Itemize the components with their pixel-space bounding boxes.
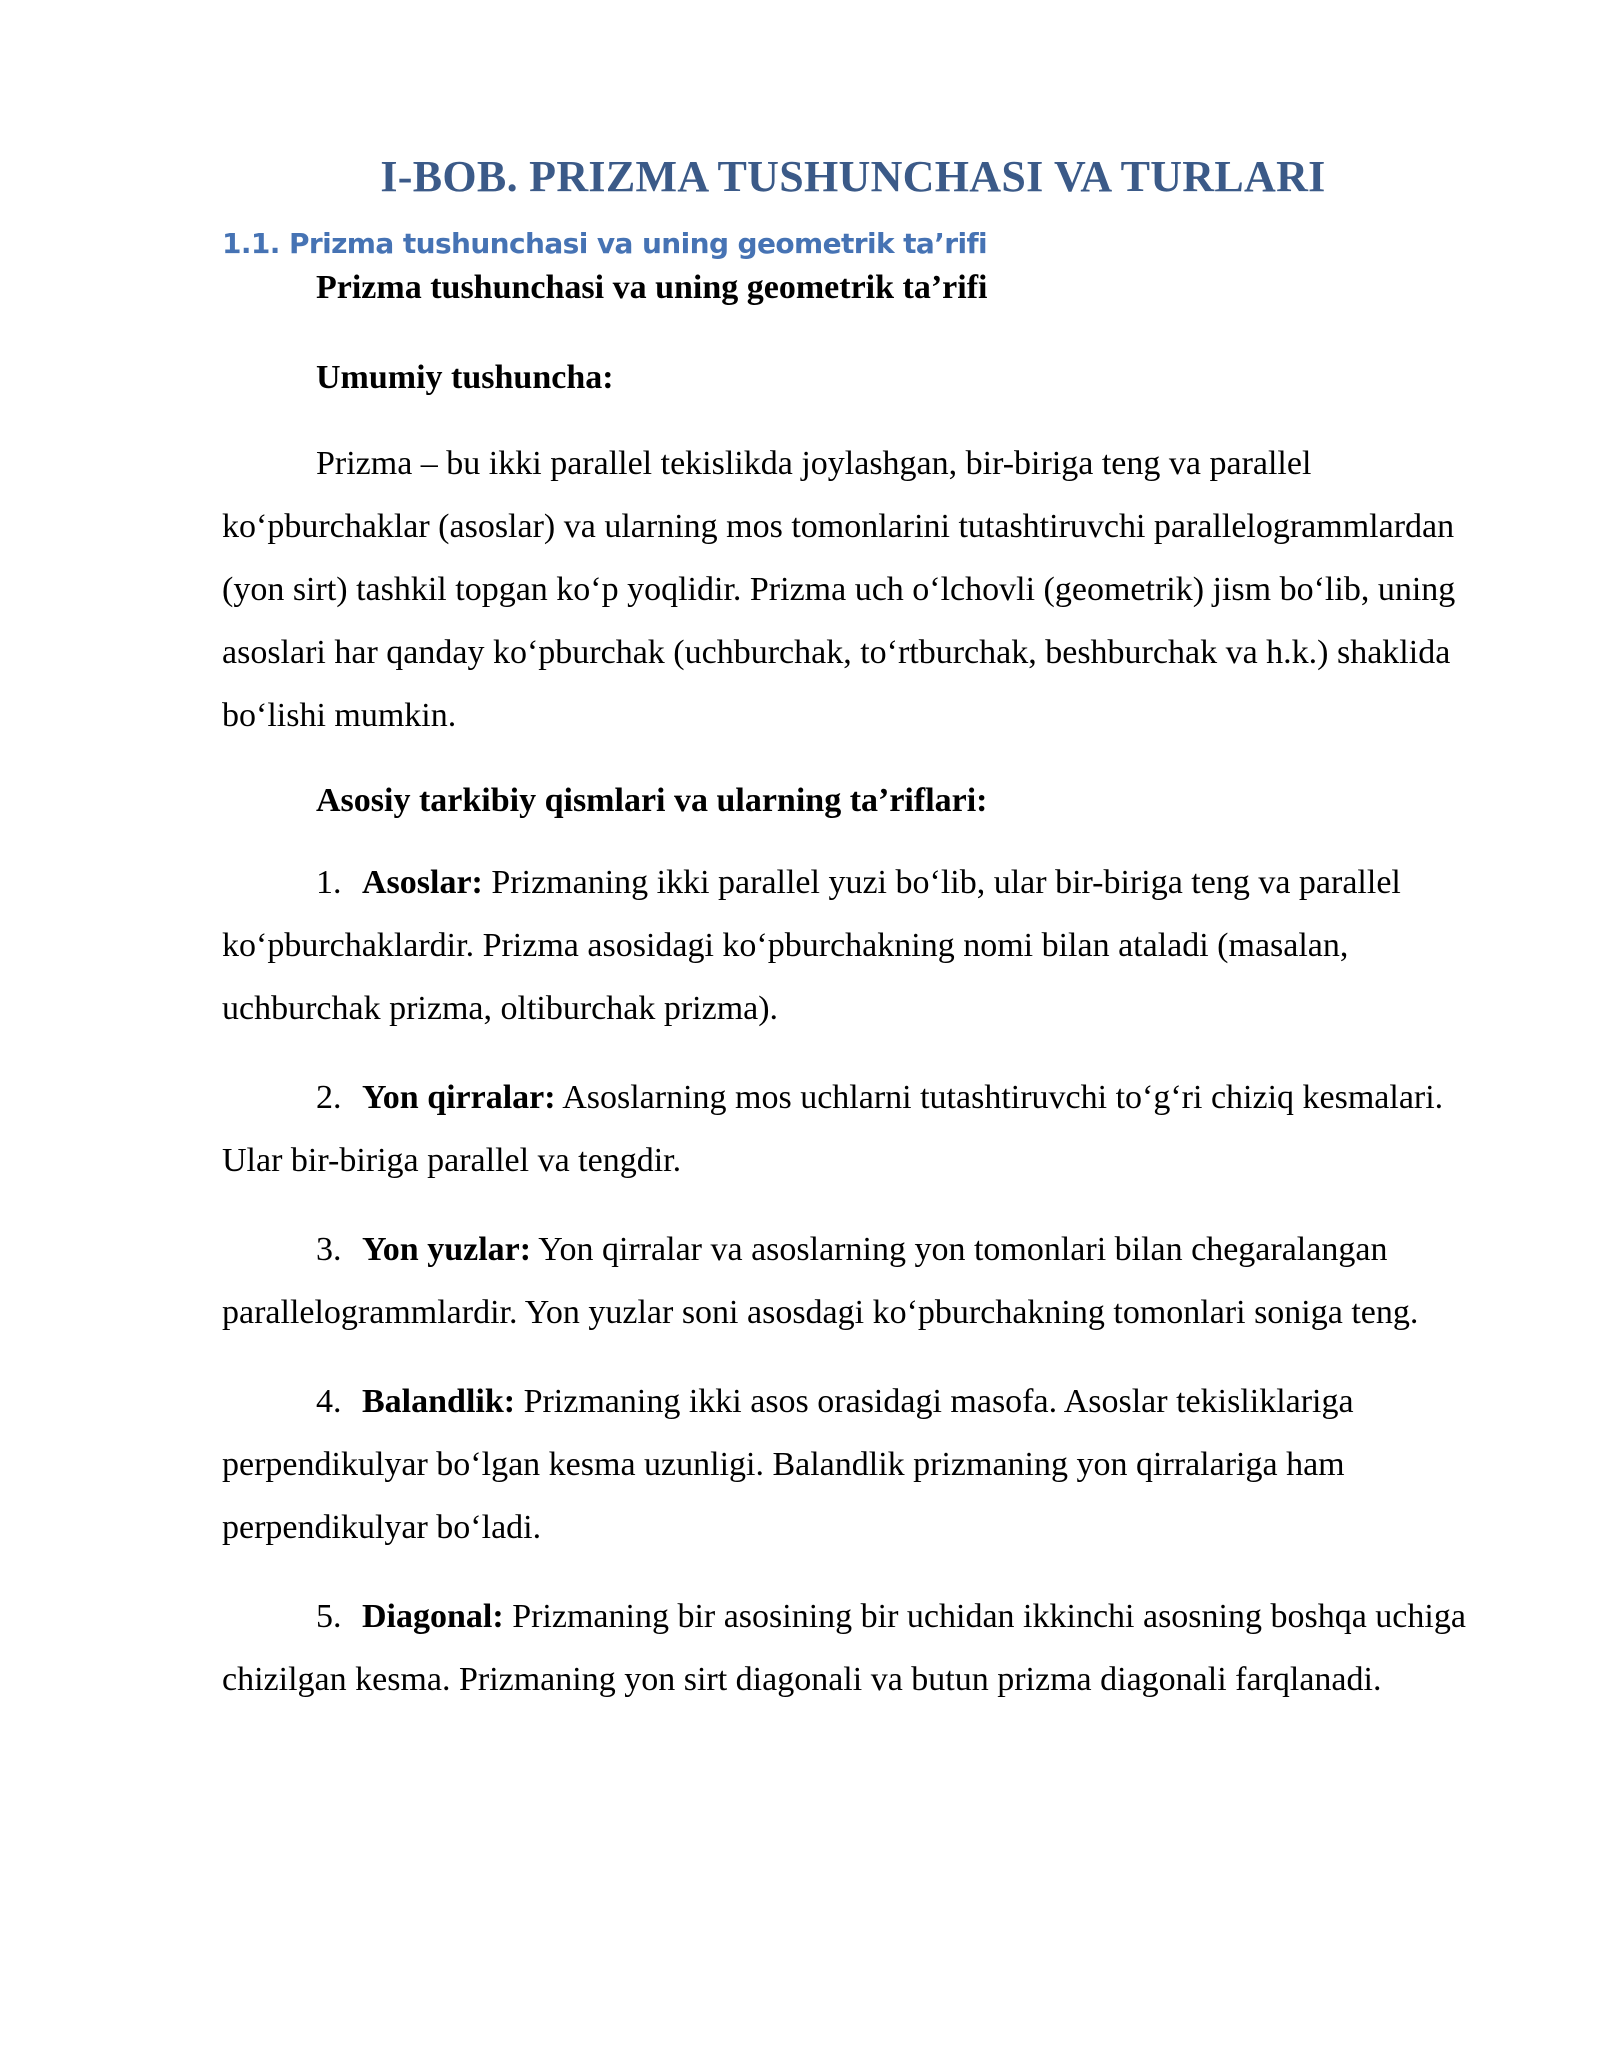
subheading: Prizma tushunchasi va uning geometrik ta’rifi: [316, 269, 988, 306]
list-item-number: 5.: [316, 1598, 342, 1635]
parts-heading: Asosiy tarkibiy qismlari va ularning ta’riflari:: [316, 782, 988, 819]
list-item-text: Prizmaning bir asosining bir uchidan ikkinchi asosning boshqa uchiga chizilgan kesma. Prizmaning yon sirt diagonali va butun prizma diagonali farqlanadi.: [222, 1598, 1466, 1698]
list-item-term: Yon qirralar:: [362, 1079, 556, 1116]
list-item-term: Balandlik:: [362, 1383, 516, 1420]
list-item-number: 3.: [316, 1231, 342, 1268]
list-item: [222, 1585, 1484, 1711]
list-item-text: Asoslarning mos uchlarni tutashtiruvchi to‘g‘ri chiziq kesmalari. Ular bir-biriga parallel va tengdir.: [222, 1079, 1444, 1179]
list-item: [222, 1066, 1484, 1192]
list-item: [222, 851, 1484, 1040]
section-heading: 1.1. Prizma tushunchasi va uning geometrik ta’rifi: [222, 227, 988, 260]
chapter-title: I-BOB. PRIZMA TUSHUNCHASI VA TURLARI: [380, 152, 1326, 201]
document-content: [222, 148, 1484, 1711]
list-item-term: Yon yuzlar:: [362, 1231, 532, 1268]
definitions-list: [222, 851, 1484, 1711]
list-item-term: Asoslar:: [362, 864, 483, 901]
general-paragraph: Prizma – bu ikki parallel tekislikda joylashgan, bir-biriga teng va parallel ko‘pburchaklar (asoslar) va ularning mos tomonlarini tutashtiruvchi parallelogrammlardan (yon sirt) tashkil topgan ko‘p yoqlidir. Prizma uch o‘lchovli (geometrik) jism bo‘lib, uning asoslari har qanday ko‘pburchak (uchburchak, to‘rtburchak, beshburchak va h.k.) shaklida bo‘lishi mumkin.: [222, 445, 1456, 734]
list-item-text: Prizmaning ikki asos orasidagi masofa. Asoslar tekisliklariga perpendikulyar bo‘lgan kesma uzunligi. Balandlik prizmaning yon qirralariga ham perpendikulyar bo‘ladi.: [222, 1383, 1354, 1546]
list-item-text: Yon qirralar va asoslarning yon tomonlari bilan chegaralangan parallelogrammlardir. Yon yuzlar soni asosdagi ko‘pburchakning tomonlari soniga teng.: [222, 1231, 1419, 1331]
list-item: [222, 1370, 1484, 1559]
list-item-number: 2.: [316, 1079, 342, 1116]
general-heading: Umumiy tushuncha:: [316, 359, 614, 396]
list-item: [222, 1218, 1484, 1344]
list-item-text: Prizmaning ikki parallel yuzi bo‘lib, ular bir-biriga teng va parallel ko‘pburchaklardir. Prizma asosidagi ko‘pburchakning nomi bilan ataladi (masalan, uchburchak prizma, oltiburchak prizma).: [222, 864, 1401, 1027]
list-item-number: 1.: [316, 864, 342, 901]
list-item-term: Diagonal:: [362, 1598, 504, 1635]
list-item-number: 4.: [316, 1383, 342, 1420]
